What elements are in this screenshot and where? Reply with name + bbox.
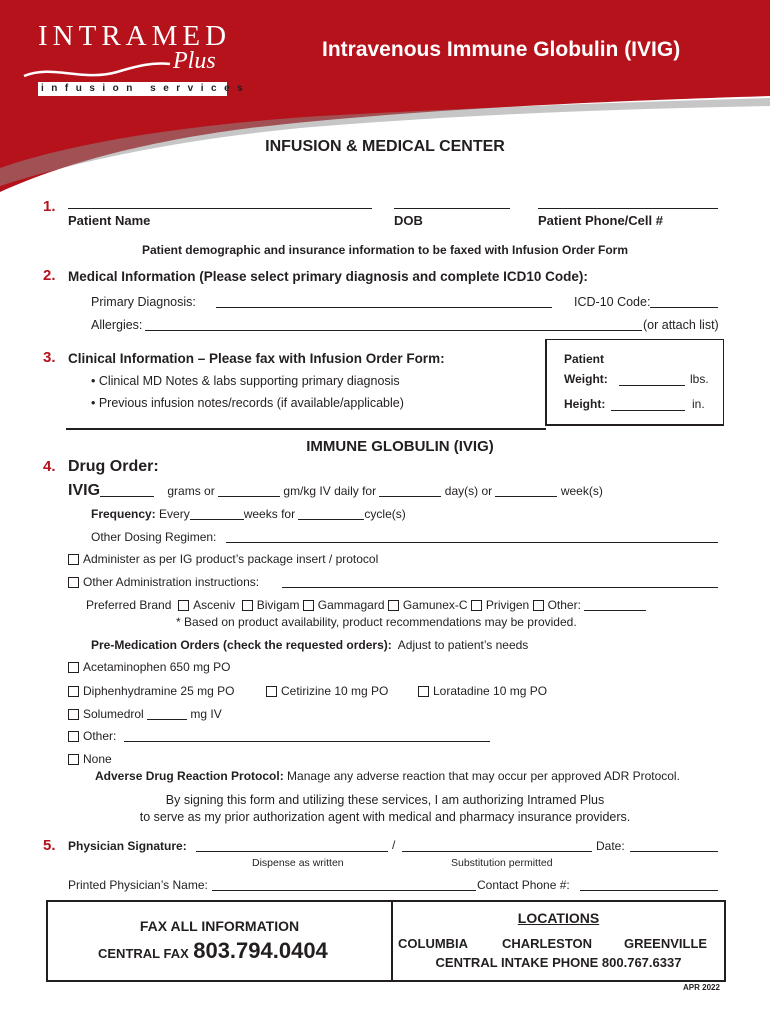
fax-number: 803.794.0404 [193,938,328,963]
other-admin-checkbox[interactable] [68,577,79,588]
solumedrol-option[interactable] [68,707,222,721]
logo-swoosh-icon [22,56,172,80]
other-brand-field[interactable] [584,598,646,611]
diphenhydramine-checkbox[interactable] [68,686,79,697]
patient-name-label: Patient Name [68,213,151,228]
section-2-heading: Medical Information (Please select primary diagnosis and complete ICD10 Code): [68,269,588,284]
other-brand-checkbox[interactable] [533,600,544,611]
premed-row [91,638,528,652]
loratadine-label: Loratadine 10 mg PO [433,684,548,698]
allergies-label: Allergies: [91,318,143,332]
loratadine-option[interactable] [418,684,547,698]
bivigam-checkbox[interactable] [242,600,253,611]
printed-name-label: Printed Physician’s Name: [68,878,208,892]
form-title: Intravenous Immune Globulin (IVIG) [322,38,681,61]
days-field[interactable] [379,484,441,497]
dob-field[interactable] [394,208,510,209]
section-3-number: 3. [43,349,56,366]
grams-or-label: grams or [167,484,215,498]
adr-text: Manage any adverse reaction that may occur per approved ADR Protocol. [287,769,680,783]
days-or-label: day(s) or [444,484,493,498]
ivig-label: IVIG [68,482,101,499]
substitution-permitted-label: Substitution permitted [451,857,553,869]
solumedrol-dose-field[interactable] [147,707,187,720]
brand-gamunex: Gamunex-C [402,598,468,612]
lbs-unit: lbs. [690,372,709,386]
ivig-dose-row [68,482,603,500]
diphenhydramine-option[interactable] [68,684,234,698]
section-1-number: 1. [43,198,56,215]
logo-tagline: infusion services [38,82,227,96]
adr-protocol [95,769,680,783]
solumedrol-checkbox[interactable] [68,709,79,720]
demographic-note: Patient demographic and insurance information to be faxed with Infusion Order Form [141,243,629,257]
gamunex-checkbox[interactable] [388,600,399,611]
section-2-number: 2. [43,267,56,284]
height-label: Height: [564,397,606,411]
printed-name-field[interactable] [212,890,476,891]
date-field[interactable] [630,851,718,852]
signature-slash: / [392,838,396,852]
cetirizine-option[interactable] [266,684,388,698]
brand-privigen: Privigen [485,598,530,612]
gm-kg-field[interactable] [218,484,280,497]
brand-other: Other: [547,598,581,612]
gm-kg-label: gm/kg IV daily for [283,484,377,498]
weight-field[interactable] [619,385,685,386]
section-divider [66,428,546,430]
dob-label: DOB [394,213,423,228]
frequency-label: Frequency: [91,507,156,521]
premed-adjust: Adjust to patient’s needs [397,638,529,652]
premed-heading: Pre-Medication Orders (check the requested orders): [91,638,392,652]
drug-order-heading: Drug Order: [68,458,159,475]
contact-phone-label: Contact Phone #: [477,878,570,892]
other-dosing-label: Other Dosing Regimen: [91,530,217,544]
brand-gammagard: Gammagard [317,598,385,612]
gammagard-checkbox[interactable] [303,600,314,611]
cetirizine-checkbox[interactable] [266,686,277,697]
solumedrol-label: Solumedrol [83,707,144,721]
other-premed-label: Other: [83,729,117,743]
cetirizine-label: Cetirizine 10 mg PO [281,684,389,698]
section-4-number: 4. [43,458,56,475]
brand-bivigam: Bivigam [256,598,300,612]
signature-substitution-field[interactable] [402,851,592,852]
section-5-number: 5. [43,837,56,854]
patient-measurements-box [545,339,724,426]
authorization-line-2: to serve as my prior authorization agent with medical and pharmacy insurance providers. [139,810,631,824]
location-charleston: CHARLESTON [502,936,593,951]
allergies-field[interactable] [145,330,642,331]
acetaminophen-checkbox[interactable] [68,662,79,673]
other-admin-field[interactable] [282,587,718,588]
every-weeks-field[interactable] [190,507,244,520]
form-subtitle: INFUSION & MEDICAL CENTER [265,138,505,155]
fax-all-label: FAX ALL INFORMATION [139,918,300,934]
brand-note: * Based on product availability, product recommendations may be provided. [176,615,577,629]
primary-diagnosis-field[interactable] [216,307,552,308]
other-dosing-field[interactable] [226,542,718,543]
preferred-brand-row [86,598,646,612]
patient-phone-label: Patient Phone/Cell # [538,213,663,228]
brand-asceniv: Asceniv [193,598,236,612]
location-columbia: COLUMBIA [398,936,469,951]
patient-phone-field[interactable] [538,208,718,209]
acetaminophen-option[interactable] [68,660,230,674]
other-admin-option[interactable] [68,575,259,589]
immune-globulin-heading: IMMUNE GLOBULIN (IVIG) [306,438,494,455]
weeks-for-label: weeks for [243,507,296,521]
every-label: Every [159,507,190,521]
date-label: Date: [596,839,625,853]
adr-label: Adverse Drug Reaction Protocol: [95,769,284,783]
attach-list-note: (or attach list) [643,318,719,332]
other-admin-label: Other Administration instructions: [83,575,260,589]
central-intake-phone: CENTRAL INTAKE PHONE 800.767.6337 [435,955,682,970]
authorization-line-1: By signing this form and utilizing these services, I am authorizing Intramed Plus [165,793,605,807]
asceniv-checkbox[interactable] [178,600,189,611]
locations-heading: LOCATIONS [517,910,600,926]
in-unit: in. [692,397,705,411]
clinical-bullet-2: • Previous infusion notes/records (if available/applicable) [91,396,404,410]
intramed-logo [38,20,251,94]
contact-phone-field[interactable] [580,890,718,891]
weeks-label: week(s) [560,484,603,498]
patient-label: Patient [564,352,605,366]
administer-checkbox[interactable] [68,554,79,565]
height-field[interactable] [611,410,685,411]
frequency-row [91,507,406,521]
weight-label: Weight: [564,372,608,386]
mg-iv-label: mg IV [190,707,222,721]
logo-plus: Plus [173,48,216,74]
none-checkbox[interactable] [68,754,79,765]
logo-wordmark: INTRAMED [38,20,232,52]
dispense-as-written-label: Dispense as written [252,857,344,869]
administer-label: Administer as per IG product’s package insert / protocol [83,552,379,566]
preferred-brand-label: Preferred Brand [86,598,172,612]
physician-signature-label [68,839,187,853]
administer-option[interactable] [68,552,378,566]
none-label: None [83,752,112,766]
acetaminophen-label: Acetaminophen 650 mg PO [83,660,231,674]
weeks-field[interactable] [495,484,557,497]
clinical-bullet-1: • Clinical MD Notes & labs supporting primary diagnosis [91,374,400,388]
location-greenville: GREENVILLE [624,936,708,951]
section-3-heading: Clinical Information – Please fax with Infusion Order Form: [68,351,445,366]
privigen-checkbox[interactable] [471,600,482,611]
revision-date: APR 2022 [683,983,720,992]
patient-name-field[interactable] [68,208,372,209]
icd-10-label: ICD-10 Code: [574,295,651,309]
primary-diagnosis-label: Primary Diagnosis: [91,295,196,309]
footer-box [46,900,726,982]
signature-dispense-field[interactable] [196,851,388,852]
ivig-grams-field[interactable] [100,484,154,497]
central-fax-row [98,938,328,964]
diphenhydramine-label: Diphenhydramine 25 mg PO [83,684,235,698]
other-premed-field[interactable] [124,741,490,742]
central-fax-label: CENTRAL FAX [98,946,189,961]
icd-10-field[interactable] [650,307,718,308]
signature-label-text: Physician Signature: [68,839,187,853]
loratadine-checkbox[interactable] [418,686,429,697]
cycles-field[interactable] [298,507,364,520]
other-premed-option[interactable] [68,729,116,743]
other-premed-checkbox[interactable] [68,731,79,742]
none-option[interactable] [68,752,112,766]
primary-diagnosis-row [91,295,196,309]
cycles-label: cycle(s) [364,507,406,521]
